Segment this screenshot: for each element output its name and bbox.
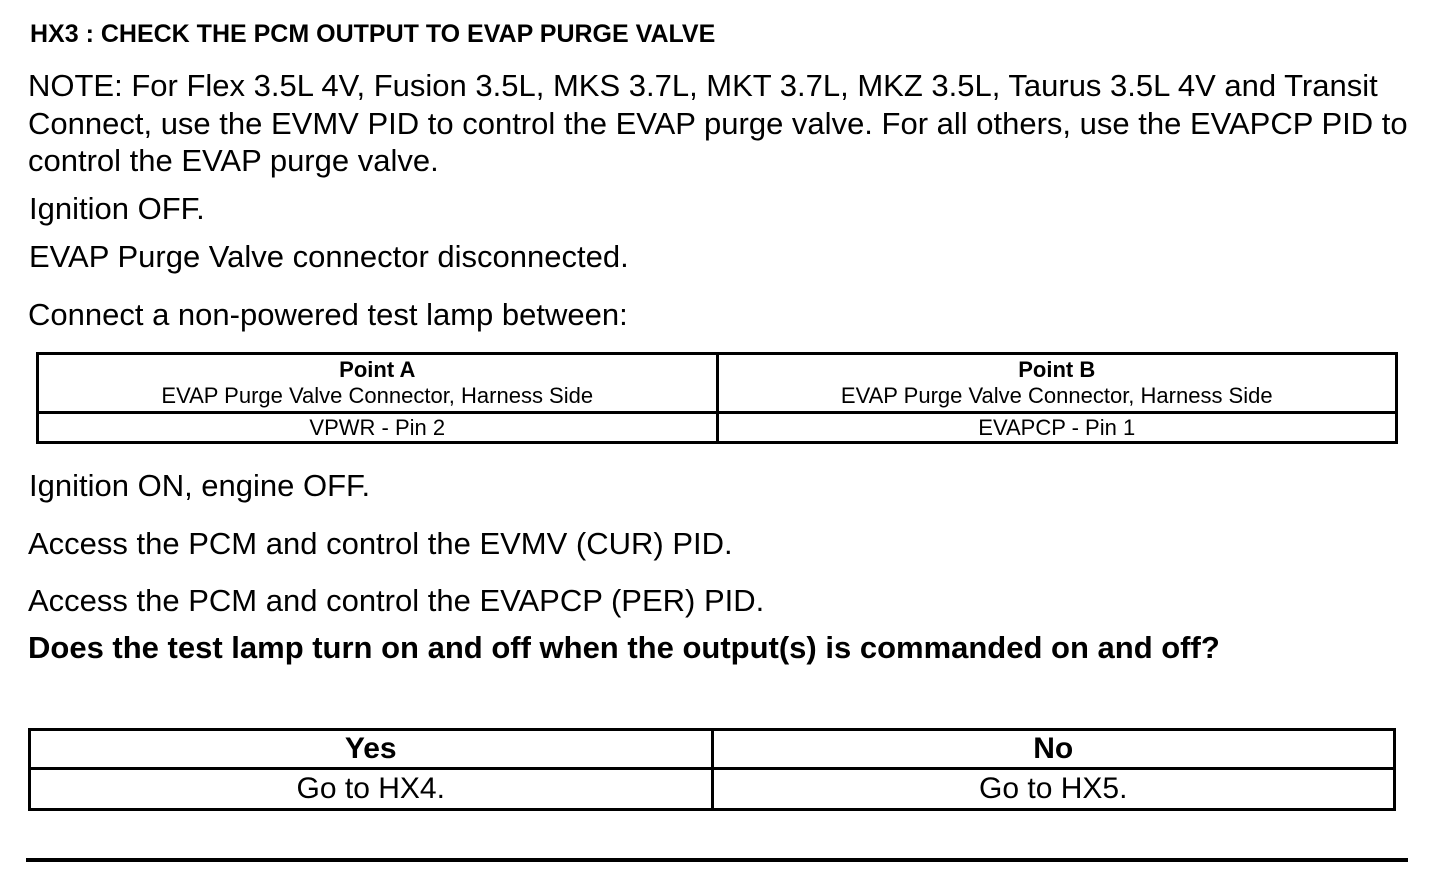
point-b-title: Point B — [1018, 357, 1096, 382]
point-b-header — [717, 354, 1397, 413]
point-b-subtitle: EVAP Purge Valve Connector, Harness Side — [840, 383, 1273, 408]
section-heading: HX3 : CHECK THE PCM OUTPUT TO EVAP PURGE VALVE — [30, 20, 716, 48]
point-a-subtitle: EVAP Purge Valve Connector, Harness Side — [161, 383, 594, 408]
step-ignition-on: Ignition ON, engine OFF. — [29, 468, 371, 503]
step-access-evmv: Access the PCM and control the EVMV (CUR) PID. — [28, 526, 733, 561]
table-header-row — [38, 354, 1397, 413]
point-a-title: Point A — [339, 357, 416, 382]
point-b-value: EVAPCP - Pin 1 — [717, 413, 1397, 443]
point-a-value: VPWR - Pin 2 — [38, 413, 718, 443]
no-action-link[interactable]: Go to HX5. — [712, 769, 1395, 810]
answer-header-row — [30, 730, 1395, 769]
answer-action-row — [30, 769, 1395, 810]
point-a-header — [38, 354, 718, 413]
yes-action-link[interactable]: Go to HX4. — [30, 769, 713, 810]
answer-table — [28, 728, 1396, 811]
step-access-evapcp: Access the PCM and control the EVAPCP (PER) PID. — [28, 583, 765, 618]
yes-label: Yes — [30, 730, 713, 769]
step-connector-disconnected: EVAP Purge Valve connector disconnected. — [29, 239, 629, 274]
note-paragraph: NOTE: For Flex 3.5L 4V, Fusion 3.5L, MKS 3.7L, MKT 3.7L, MKZ 3.5L, Taurus 3.5L 4V and Transit Connect, use the EVMV PID to control the EVAP purge valve. For all others, use the EVAPCP PID to control the EVAP purge valve. — [28, 68, 1408, 178]
bottom-divider — [26, 858, 1408, 862]
no-label: No — [712, 730, 1395, 769]
test-question: Does the test lamp turn on and off when the output(s) is commanded on and off? — [28, 630, 1220, 665]
table-row — [38, 413, 1397, 443]
step-connect-test-lamp: Connect a non-powered test lamp between: — [28, 297, 628, 332]
step-ignition-off: Ignition OFF. — [29, 191, 205, 226]
test-lamp-connection-table — [36, 352, 1398, 444]
